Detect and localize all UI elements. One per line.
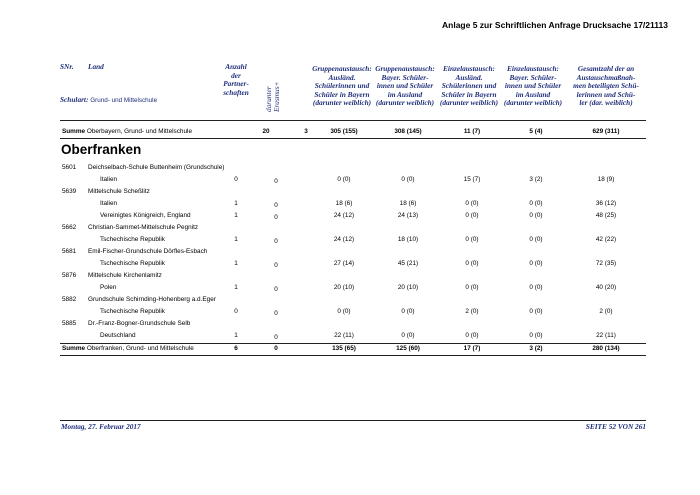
summary-label: Summe Oberfranken, Grund- und Mittelschule [62, 345, 194, 352]
footer-date: Montag, 27. Februar 2017 [61, 422, 141, 431]
col-header-schulart [60, 96, 157, 106]
col-header-grp-bay: Gruppenaustausch: Bayer. Schüler- innen und Schüler im Ausland (darunter weiblich) [375, 64, 435, 108]
header-rule [60, 120, 646, 121]
col-header-ein-bay: Einzelaustausch: Bayer. Schüler- innen und Schüler im Ausland (darunter weiblich) [503, 64, 563, 108]
summary-label: Summe Oberbayern, Grund- und Mittelschule [62, 128, 193, 135]
school-row [60, 294, 646, 306]
summary-grp-ausl: 135 (65) [332, 345, 356, 352]
col-header-gesamt: Gesamtzahl der an Austauschmaßnah- men beteiligten Schü- lerinnen und Schü- ler (dar. weiblich) [573, 64, 639, 108]
country-row: Italien 0 0 0 (0) 0 (0) 15 (7) 3 (2) 18 (9) [100, 176, 615, 185]
country-row: Tschechische Republik 0 0 0 (0) 0 (0) 2 (0) 0 (0) 2 (0) [100, 308, 613, 317]
country-name: Italien [100, 176, 118, 183]
col-header-snr: SNr. [60, 62, 74, 71]
school-name: Mittelschule Kirchenlamitz [88, 272, 162, 279]
summary-ein-bay: 5 (4) [529, 128, 543, 135]
school-number: 5876 [62, 272, 77, 279]
school-number: 5681 [62, 248, 77, 255]
summary-erasmus: 3 [304, 128, 308, 135]
country-row: Polen 1 0 20 (10) 20 (10) 0 (0) 0 (0) 40 (20) [100, 284, 617, 293]
summary-erasmus: 0 [274, 345, 278, 352]
school-row [60, 222, 646, 234]
country-row: Italien 1 0 18 (6) 18 (6) 0 (0) 0 (0) 36 (12) [100, 200, 617, 209]
country-name: Vereinigtes Königreich, England [100, 212, 191, 219]
school-name: Deichselbach-Schule Buttenheim (Grundschule) [88, 164, 225, 171]
col-header-land: Land [88, 62, 104, 71]
summary-gesamt: 629 (311) [592, 128, 620, 135]
region-title: Oberfranken [61, 142, 142, 157]
country-name: Tschechische Republik [100, 308, 166, 315]
country-row: Tschechische Republik 1 0 27 (14) 45 (21) 0 (0) 0 (0) 72 (35) [100, 260, 617, 269]
col-header-grp-ausl: Gruppenaustausch: Ausländ. Schülerinnen und Schüler in Bayern (darunter weiblich) [312, 64, 372, 108]
col-header-partner: Anzahl der Partner- schaften [223, 62, 249, 97]
country-name: Italien [100, 200, 118, 207]
school-row [60, 318, 646, 330]
school-row [60, 162, 646, 174]
school-number: 5882 [62, 296, 77, 303]
col-header-erasmus: darunter Erasmus+ [264, 81, 281, 112]
school-name: Dr.-Franz-Bogner-Grundschule Selb [88, 320, 191, 327]
school-row [60, 186, 646, 198]
school-number: 5639 [62, 188, 77, 195]
school-number: 5662 [62, 224, 77, 231]
country-row: Vereinigtes Königreich, England 1 0 24 (12) 24 (13) 0 (0) 0 (0) 48 (25) [100, 212, 617, 221]
schulart-label: Schulart: [60, 95, 89, 104]
footer-page-number: SEITE 52 VON 261 [585, 422, 646, 431]
country-row: Tschechische Republik 1 0 24 (12) 18 (10) 0 (0) 0 (0) 42 (22) [100, 236, 617, 245]
summary-ein-ausl: 17 (7) [463, 345, 481, 352]
school-name: Christian-Sammet-Mittelschule Pegnitz [88, 224, 199, 231]
school-name: Mittelschule Scheßlitz [88, 188, 150, 195]
country-name: Tschechische Republik [100, 260, 166, 267]
school-row [60, 246, 646, 258]
school-number: 5885 [62, 320, 77, 327]
school-row [60, 270, 646, 282]
summary-grp-bay: 308 (145) [394, 128, 422, 135]
summary-rule [60, 138, 646, 139]
school-number: 5601 [62, 164, 77, 171]
summary-partner: 20 [262, 128, 270, 135]
summary-partner: 6 [234, 345, 238, 352]
school-name: Emil-Fischer-Grundschule Dörfles-Esbach [88, 248, 208, 255]
schulart-value: Grund- und Mittelschule [90, 97, 158, 104]
summary-grp-ausl: 305 (155) [330, 128, 358, 135]
summary-gesamt: 280 (134) [592, 345, 620, 352]
summary-grp-bay: 125 (60) [396, 345, 420, 352]
summary-row-oberbayern [60, 126, 646, 138]
summary-ein-bay: 3 (2) [529, 345, 543, 352]
summary-ein-ausl: 11 (7) [463, 128, 481, 135]
country-name: Tschechische Republik [100, 236, 166, 243]
summary-row-oberfranken [60, 343, 646, 355]
footer-rule [60, 420, 646, 421]
page-header: Anlage 5 zur Schriftlichen Anfrage Drucksache 17/21113 [442, 20, 668, 30]
school-name: Grundschule Schirnding-Hohenberg a.d.Eger [88, 296, 216, 303]
country-name: Deutschland [100, 332, 136, 339]
country-name: Polen [100, 284, 117, 291]
summary-rule-bottom [60, 355, 646, 356]
col-header-ein-ausl: Einzelaustausch: Ausländ. Schülerinnen und Schüler in Bayern (darunter weiblich) [439, 64, 499, 108]
country-row: Deutschland 1 0 22 (11) 0 (0) 0 (0) 0 (0) 22 (11) [100, 332, 616, 341]
